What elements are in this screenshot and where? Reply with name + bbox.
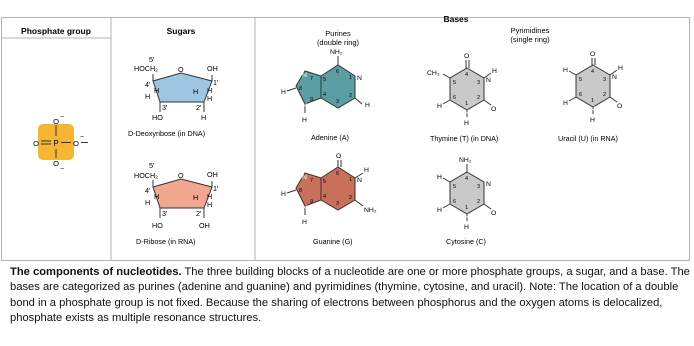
guanine-h8: H [281, 191, 286, 198]
thymine-num-6: 6 [453, 95, 457, 101]
guanine-num-3: 3 [336, 201, 340, 207]
ribose-c3: 3' [162, 209, 168, 218]
guanine-num-2: 2 [349, 195, 353, 201]
ribose-c2: 2' [196, 209, 202, 218]
header-purines-line1: Purines [325, 29, 351, 38]
adenine-structure [281, 49, 370, 142]
thymine-num-2: 2 [477, 95, 481, 101]
phosphate-o-bottom: O [53, 159, 59, 168]
guanine-structure [281, 153, 377, 246]
ribose-c5: 5' [149, 161, 155, 170]
phosphate-o-right-charge: − [79, 134, 85, 141]
thymine-o4: O [464, 53, 470, 60]
phosphate-group [33, 114, 88, 173]
phosphate-o-left: O [33, 139, 39, 148]
thymine-n3: N [486, 77, 491, 84]
deoxyribose-h-c2-inner: H [193, 87, 199, 96]
cytosine-num-4: 4 [465, 176, 469, 182]
cytosine-n1: N [464, 213, 469, 220]
ribose-c4: 4' [145, 186, 151, 195]
deoxyribose-c2: 2' [196, 103, 202, 112]
phosphate-o-top-charge: − [59, 114, 65, 121]
adenine-caption: Adenine (A) [311, 133, 349, 142]
thymine-o2: O [491, 106, 497, 113]
uracil-n3: N [612, 74, 617, 81]
deoxyribose-ring-o: O [178, 65, 184, 74]
thymine-h1: H [464, 120, 469, 127]
caption-title: The components of nucleotides. [10, 266, 182, 278]
phosphate-o-bottom-charge: − [59, 166, 65, 173]
adenine-nh2: NH₂ [330, 49, 343, 56]
adenine-num-3: 3 [336, 99, 340, 105]
adenine-num-1: 1 [349, 75, 353, 81]
guanine-h1: H [364, 167, 369, 174]
uracil-num-1: 1 [591, 98, 595, 104]
uracil-h5: H [563, 67, 568, 74]
deoxyribose-caption: D-Deoxyribose (in DNA) [128, 129, 206, 138]
guanine-num-9: 9 [310, 199, 314, 205]
uracil-num-5: 5 [579, 77, 583, 83]
ribose-h-c2-outer: H [207, 200, 213, 209]
phosphate-o-top: O [53, 117, 59, 126]
ribose-structure [134, 161, 219, 246]
header-pyrimidines-line1: Pyrimidines [510, 26, 550, 35]
guanine-n7: N [302, 174, 307, 181]
ribose-c2-oh: OH [199, 221, 210, 230]
header-bases: Bases [443, 14, 469, 24]
thymine-n1: N [464, 109, 469, 116]
uracil-o2: O [617, 103, 623, 110]
guanine-num-1: 1 [349, 177, 353, 183]
adenine-n7: N [302, 72, 307, 79]
uracil-num-3: 3 [603, 77, 607, 83]
ribose-h-c4-inner: H [154, 192, 160, 201]
ribose-ring-o: O [178, 171, 184, 180]
header-pyrimidines-line2: (single ring) [510, 35, 550, 44]
thymine-num-3: 3 [477, 80, 481, 86]
adenine-h9: H [302, 117, 307, 124]
ribose-c3-ho: HO [152, 221, 163, 230]
header-phosphate-group: Phosphate group [21, 26, 91, 36]
cytosine-h1: H [464, 224, 469, 231]
adenine-num-6: 6 [336, 69, 340, 75]
adenine-n1: N [357, 75, 362, 82]
cytosine-caption: Cytosine (C) [446, 237, 486, 246]
uracil-h3: H [618, 65, 623, 72]
adenine-num-2: 2 [349, 93, 353, 99]
deoxyribose-structure [128, 55, 219, 138]
thymine-caption: Thymine (T) (in DNA) [430, 134, 499, 143]
thymine-structure [427, 53, 498, 143]
deoxyribose-c1-oh: OH [207, 64, 218, 73]
thymine-num-4: 4 [465, 72, 469, 78]
guanine-num-4: 4 [323, 194, 327, 200]
cytosine-num-6: 6 [453, 199, 457, 205]
uracil-n1: N [590, 106, 595, 113]
ribose-h-c1: H [207, 192, 213, 201]
adenine-num-9: 9 [310, 97, 314, 103]
ribose-c1: 1' [213, 184, 219, 193]
deoxyribose-c4: 4' [145, 80, 151, 89]
cytosine-nh2: NH₂ [459, 157, 472, 164]
guanine-caption: Guanine (G) [313, 237, 353, 246]
ribose-ring [153, 179, 212, 208]
guanine-num-6: 6 [336, 171, 340, 177]
thymine-num-1: 1 [465, 101, 469, 107]
adenine-n9: N [302, 102, 307, 109]
caption-body: The three building blocks of a nucleotide are one or more phosphate groups, a sugar, and a base. The bases are categorized as purines (adenine and guanine) and pyrimidines (thymine, cytosine, and uracil). Note: The location of a double bond in a phosphate group is not fixed. Because the sharing of electrons between phosphorus and the oxygen atoms is delocalized, phosphate exists as multiple resonance structures. [10, 266, 690, 324]
deoxyribose-h-c1: H [207, 86, 213, 95]
cytosine-o2: O [491, 210, 497, 217]
header-purines-line2: (double ring) [316, 38, 360, 47]
deoxyribose-c2-h: H [201, 113, 207, 122]
deoxyribose-h-c4-inner: H [154, 86, 160, 95]
cytosine-num-2: 2 [477, 199, 481, 205]
guanine-n1: N [357, 177, 362, 184]
thymine-num-5: 5 [453, 80, 457, 86]
deoxyribose-hoch2: HOCH₂ [134, 64, 158, 73]
cytosine-num-1: 1 [465, 205, 469, 211]
ribose-h-c2-inner: H [193, 193, 199, 202]
figure-caption [10, 265, 690, 326]
thymine-h3: H [492, 68, 497, 75]
phosphate-o-right: O [73, 139, 79, 148]
deoxyribose-c5: 5' [149, 55, 155, 64]
deoxyribose-c3: 3' [162, 103, 168, 112]
cytosine-structure [437, 157, 496, 246]
guanine-n9: N [302, 204, 307, 211]
deoxyribose-h-c2-outer: H [207, 94, 213, 103]
uracil-structure [558, 51, 623, 143]
guanine-n3: N [335, 210, 340, 217]
phosphate-p: P [53, 139, 59, 148]
uracil-caption: Uracil (U) (in RNA) [558, 134, 618, 143]
cytosine-num-3: 3 [477, 184, 481, 190]
adenine-h8: H [281, 89, 286, 96]
adenine-num-7: 7 [310, 76, 314, 82]
deoxyribose-h-c4-outer: H [145, 92, 151, 101]
adenine-num-4: 4 [323, 92, 327, 98]
guanine-num-7: 7 [310, 178, 314, 184]
guanine-h9: H [302, 219, 307, 226]
cytosine-num-5: 5 [453, 184, 457, 190]
uracil-num-6: 6 [579, 92, 583, 98]
deoxyribose-c1: 1' [213, 78, 219, 87]
ribose-hoch2: HOCH₂ [134, 171, 158, 180]
ribose-c1-oh: OH [207, 170, 218, 179]
adenine-n3: N [335, 108, 340, 115]
guanine-o6: O [336, 153, 342, 160]
guanine-num-8: 8 [299, 188, 303, 194]
cytosine-h6: H [437, 207, 442, 214]
guanine-num-5: 5 [323, 179, 327, 185]
ribose-caption: D-Ribose (in RNA) [136, 237, 196, 246]
adenine-num-8: 8 [299, 86, 303, 92]
deoxyribose-ring [153, 73, 212, 102]
uracil-h1: H [590, 117, 595, 124]
cytosine-h5: H [437, 174, 442, 181]
ribose-h-c4-outer: H [145, 198, 151, 207]
uracil-num-4: 4 [591, 69, 595, 75]
header-sugars: Sugars [166, 26, 196, 36]
uracil-o4: O [590, 51, 596, 58]
thymine-h6: H [437, 103, 442, 110]
guanine-nh2: NH₂ [364, 207, 377, 214]
adenine-h2: H [365, 102, 370, 109]
thymine-ch3: CH₃ [427, 70, 440, 77]
adenine-num-5: 5 [323, 77, 327, 83]
uracil-num-2: 2 [603, 92, 607, 98]
uracil-h6: H [563, 100, 568, 107]
cytosine-n3: N [486, 181, 491, 188]
deoxyribose-c3-ho: HO [152, 113, 163, 122]
